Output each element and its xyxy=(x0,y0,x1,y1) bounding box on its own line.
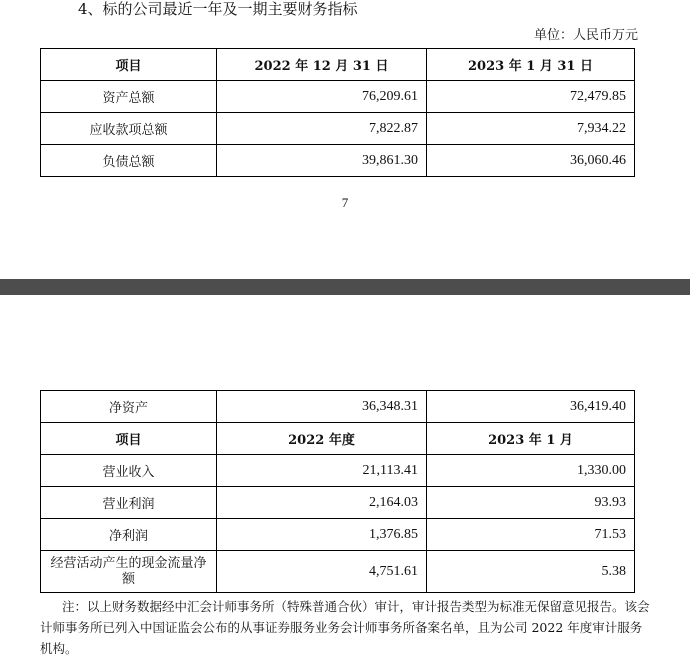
section-heading: 4、标的公司最近一年及一期主要财务指标 xyxy=(78,0,358,18)
header-date-2023: 2023 年 1 月 31 日 xyxy=(427,49,635,81)
table-row xyxy=(41,113,635,145)
cell-value: 39,861.30 xyxy=(217,145,427,177)
header-date-2022: 2022 年 12 月 31 日 xyxy=(217,49,427,81)
page-number: 7 xyxy=(341,195,349,210)
cell-value: 5.38 xyxy=(427,551,635,593)
table-row xyxy=(41,487,635,519)
cell-value: 36,060.46 xyxy=(427,145,635,177)
unit-label: 单位：人民币万元 xyxy=(533,28,638,43)
table-row xyxy=(41,145,635,177)
cell-value: 76,209.61 xyxy=(217,81,427,113)
table-header-row xyxy=(41,423,635,455)
row-label: 营业收入 xyxy=(41,455,217,487)
header-month-2023: 2023 年 1 月 xyxy=(427,423,635,455)
row-label: 净资产 xyxy=(41,391,217,423)
income-table xyxy=(40,390,635,593)
cell-value: 93.93 xyxy=(427,487,635,519)
header-year-2022: 2022 年度 xyxy=(217,423,427,455)
footnote: 注：以上财务数据经中汇会计师事务所（特殊普通合伙）审计，审计报告类型为标准无保留意见报告。该会计师事务所已列入中国证监会公布的从事证券服务业务会计师事务所备案名单，且为公司 2022 年度审计服务机构。 xyxy=(40,599,650,656)
table-header-row xyxy=(41,49,635,81)
cell-value: 72,479.85 xyxy=(427,81,635,113)
cell-value: 36,348.31 xyxy=(217,391,427,423)
row-label: 负债总额 xyxy=(41,145,217,177)
cell-value: 2,164.03 xyxy=(217,487,427,519)
row-label: 应收款项总额 xyxy=(41,113,217,145)
row-label: 营业利润 xyxy=(41,487,217,519)
table-row xyxy=(41,455,635,487)
table-row xyxy=(41,519,635,551)
cell-value: 71.53 xyxy=(427,519,635,551)
cell-value: 21,113.41 xyxy=(217,455,427,487)
table-row xyxy=(41,551,635,593)
header-item: 项目 xyxy=(41,423,217,455)
header-item: 项目 xyxy=(41,49,217,81)
cell-value: 36,419.40 xyxy=(427,391,635,423)
balance-sheet-table xyxy=(40,48,635,177)
page-break-bar xyxy=(0,279,690,295)
table-row xyxy=(41,391,635,423)
table-row xyxy=(41,81,635,113)
cell-value: 7,934.22 xyxy=(427,113,635,145)
cell-value: 4,751.61 xyxy=(217,551,427,593)
cell-value: 7,822.87 xyxy=(217,113,427,145)
row-label: 经营活动产生的现金流量净额 xyxy=(41,551,217,593)
row-label: 净利润 xyxy=(41,519,217,551)
cell-value: 1,376.85 xyxy=(217,519,427,551)
cell-value: 1,330.00 xyxy=(427,455,635,487)
row-label: 资产总额 xyxy=(41,81,217,113)
